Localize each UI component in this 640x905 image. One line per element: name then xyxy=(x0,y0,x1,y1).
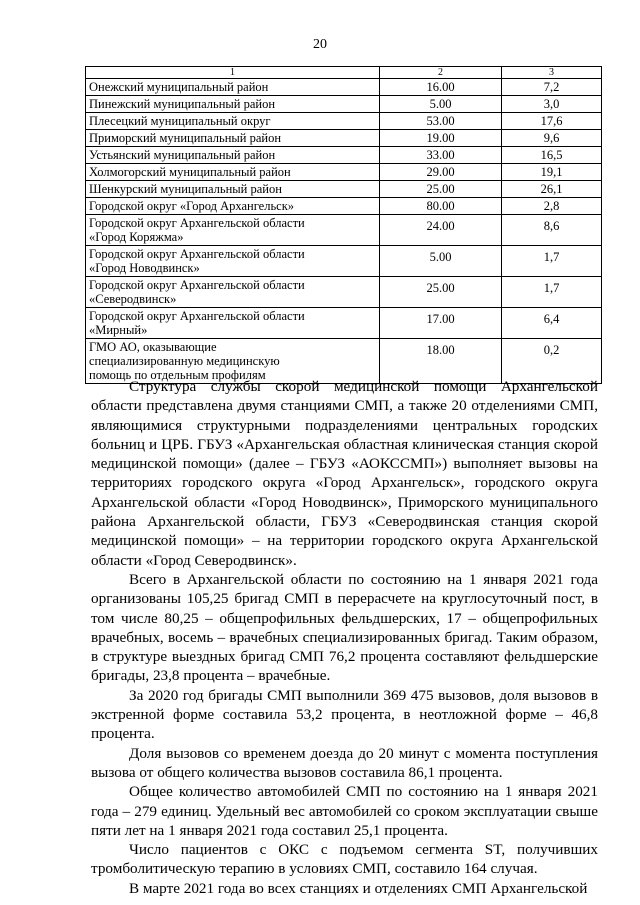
table-header-row xyxy=(86,67,602,79)
row-name: Приморский муниципальный район xyxy=(86,130,380,147)
row-col3: 1,7 xyxy=(502,246,602,277)
row-col3: 6,4 xyxy=(502,308,602,339)
table-row xyxy=(86,215,602,246)
row-col2: 16.00 xyxy=(380,79,502,96)
row-name: Плесецкий муниципальный округ xyxy=(86,113,380,130)
row-name: Городской округ «Город Архангельск» xyxy=(86,198,380,215)
table-row xyxy=(86,246,602,277)
row-name-line: «Город Коряжма» xyxy=(89,230,184,244)
row-col2: 25.00 xyxy=(380,181,502,198)
row-col3: 8,6 xyxy=(502,215,602,246)
row-name-line: «Город Новодвинск» xyxy=(89,261,200,275)
row-name xyxy=(86,215,380,246)
header-cell-3: 3 xyxy=(502,67,602,79)
row-name-line: Городской округ Архангельской области xyxy=(89,216,305,230)
paragraph: В марте 2021 года во всех станциях и отделениях СМП Архангельской xyxy=(129,879,588,897)
row-col2: 29.00 xyxy=(380,164,502,181)
paragraph: Структура службы скорой медицинской помощи Архангельской области представлена двумя станциями СМП, а также 20 отделениями СМП, являющимися структурными подразделениями центральных городских больниц и ЦРБ. ГБУЗ «Архангельская областная клиническая станция скорой медицинской помощи» (далее – ГБУЗ «АОКССМП») выполняет вызовы на территориях городского округа «Город Архангельск», городского округа Архангельской области «Город Новодвинск», Приморского муниципального района Архангельской области, ГБУЗ «Северодвинская станция скорой медицинской помощи» – на территории городского округа Архангельской области «Город Северодвинск». xyxy=(91,378,598,569)
row-col2: 5.00 xyxy=(380,96,502,113)
row-name xyxy=(86,308,380,339)
body-text xyxy=(91,377,598,898)
paragraph: Число пациентов с ОКС с подъемом сегмента ST, получивших тромболитическую терапию в условиях СМП, составило 164 случая. xyxy=(91,841,598,878)
row-col2: 33.00 xyxy=(380,147,502,164)
row-name-line: ГМО АО, оказывающие xyxy=(89,340,217,354)
table-row xyxy=(86,113,602,130)
header-cell-2: 2 xyxy=(380,67,502,79)
row-col3: 17,6 xyxy=(502,113,602,130)
table-row xyxy=(86,164,602,181)
table-row xyxy=(86,96,602,113)
row-col2: 17.00 xyxy=(380,308,502,339)
row-col2: 53.00 xyxy=(380,113,502,130)
row-col3: 19,1 xyxy=(502,164,602,181)
row-col2: 80.00 xyxy=(380,198,502,215)
header-cell-1: 1 xyxy=(86,67,380,79)
row-name-line: Городской округ Архангельской области xyxy=(89,247,305,261)
table-row xyxy=(86,130,602,147)
table-row xyxy=(86,277,602,308)
paragraph: Доля вызовов со временем доезда до 20 минут с момента поступления вызова от общего количества вызовов составила 86,1 процента. xyxy=(91,744,598,781)
data-table xyxy=(85,66,602,384)
row-col3: 0,2 xyxy=(502,339,602,384)
paragraph: Общее количество автомобилей СМП по состоянию на 1 января 2021 года – 279 единиц. Удельный вес автомобилей со сроком эксплуатации свыше пяти лет на 1 января 2021 года составил 25,1 процента. xyxy=(91,783,598,839)
row-col3: 26,1 xyxy=(502,181,602,198)
row-name: Пинежский муниципальный район xyxy=(86,96,380,113)
row-col3: 7,2 xyxy=(502,79,602,96)
table-row xyxy=(86,198,602,215)
page-number: 20 xyxy=(313,37,327,52)
row-name-line: специализированную медицинскую xyxy=(89,354,280,368)
row-name: Холмогорский муниципальный район xyxy=(86,164,380,181)
row-col3: 9,6 xyxy=(502,130,602,147)
row-name: Устьянский муниципальный район xyxy=(86,147,380,164)
row-col2: 24.00 xyxy=(380,215,502,246)
row-name-line: «Мирный» xyxy=(89,323,148,337)
row-col2: 5.00 xyxy=(380,246,502,277)
paragraph: За 2020 год бригады СМП выполнили 369 475 вызовов, доля вызовов в экстренной форме составила 53,2 процента, в неотложной форме – 46,8 процента. xyxy=(91,686,598,743)
row-name-line: Городской округ Архангельской области xyxy=(89,278,305,292)
row-col3: 3,0 xyxy=(502,96,602,113)
row-col2: 25.00 xyxy=(380,277,502,308)
row-col3: 1,7 xyxy=(502,277,602,308)
row-name xyxy=(86,277,380,308)
row-col3: 16,5 xyxy=(502,147,602,164)
paragraph: Всего в Архангельской области по состоянию на 1 января 2021 года организованы 105,25 бригад СМП в перерасчете на круглосуточный пост, в том числе 80,25 – общепрофильных фельдшерских, 17 – общепрофильных врачебных, восемь – врачебных специализированных бригад. Таким образом, в структуре выездных бригад СМП 76,2 процента составляют фельдшерские бригады, 23,8 процента – врачебные. xyxy=(91,570,598,685)
row-name-line: «Северодвинск» xyxy=(89,292,177,306)
row-col2: 19.00 xyxy=(380,130,502,147)
table-row xyxy=(86,79,602,96)
table-row xyxy=(86,308,602,339)
table-row xyxy=(86,181,602,198)
row-name-line: Городской округ Архангельской области xyxy=(89,309,305,323)
row-name: Шенкурский муниципальный район xyxy=(86,181,380,198)
row-col2: 18.00 xyxy=(380,339,502,384)
row-name: Онежский муниципальный район xyxy=(86,79,380,96)
row-col3: 2,8 xyxy=(502,198,602,215)
row-name xyxy=(86,246,380,277)
row-name-line: помощь по отдельным профилям xyxy=(89,368,266,382)
table-row xyxy=(86,147,602,164)
